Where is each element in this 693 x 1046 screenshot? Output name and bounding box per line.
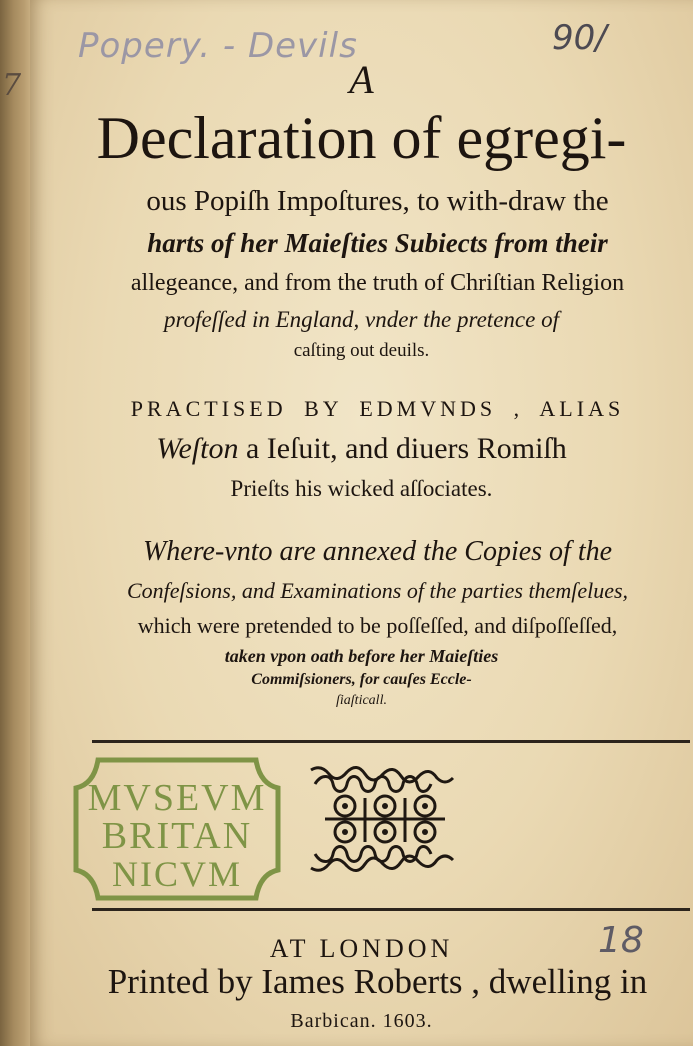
stamp-line-3: NICVM [111, 854, 243, 894]
ornament-row-top [311, 767, 453, 791]
title-line-4: allegeance, and from the truth of Chriſtian Religion [130, 270, 625, 296]
annex-line-4: taken vpon oath before her Maieſties [224, 646, 499, 666]
title-line-5: profeſſed in England, vnder the pretence of [164, 307, 559, 332]
annex-line-2: Confeſsions, and Examinations of the parties themſelues, [126, 578, 629, 603]
annex-line-1: Where-vnto are annexed the Copies of the [142, 536, 613, 567]
binding-mark: 7 [2, 68, 22, 103]
title-line-1: Declaration of egregi- [96, 105, 627, 171]
practised-line-2-rest: a Ieſuit, and diuers Romiſh [245, 432, 567, 465]
practised-line-1: PRACTISED BY EDMVNDS , ALIAS [130, 396, 625, 421]
annex-line-3: which were pretended to be poſſeſſed, and diſpoſſeſſed, [137, 613, 618, 638]
annex-line-5: Commiſsioners, for cauſes Eccle- [251, 671, 472, 688]
ornament-row-bottom [311, 847, 453, 871]
imprint-place: AT LONDON [269, 934, 454, 963]
title-line-3: harts of her Maieſties Subiects from their [147, 228, 608, 258]
practised-line-3: Prieſts his wicked aſſociates. [230, 476, 493, 501]
imprint-printer: Printed by Iames Roberts , dwelling in [107, 962, 648, 1001]
pencil-note-ref-bottom: 18 [598, 920, 644, 961]
annex-line-6: ſiaſticall. [336, 693, 387, 708]
stamp-line-2: BRITAN [101, 815, 253, 857]
pencil-note-ref-top: 90/ [552, 18, 607, 58]
title-article: A [349, 57, 374, 102]
practised-name-weston: Weſton [156, 432, 239, 465]
lower-rule [92, 908, 690, 911]
ornament-center [325, 796, 445, 842]
book-binding-gutter [0, 0, 30, 1046]
printers-ornament [305, 762, 465, 874]
stamp-line-1: MVSEVM [87, 777, 267, 819]
pencil-note-topic: Popery. - Devils [78, 26, 358, 66]
practised-line-2 [30, 432, 693, 466]
title-line-2: ous Popiſh Impoſtures, to with-draw the [146, 185, 609, 217]
imprint-date: Barbican. 1603. [290, 1010, 433, 1032]
museum-stamp [70, 754, 284, 904]
upper-rule [92, 740, 690, 743]
title-line-6: caſting out deuils. [293, 340, 430, 361]
